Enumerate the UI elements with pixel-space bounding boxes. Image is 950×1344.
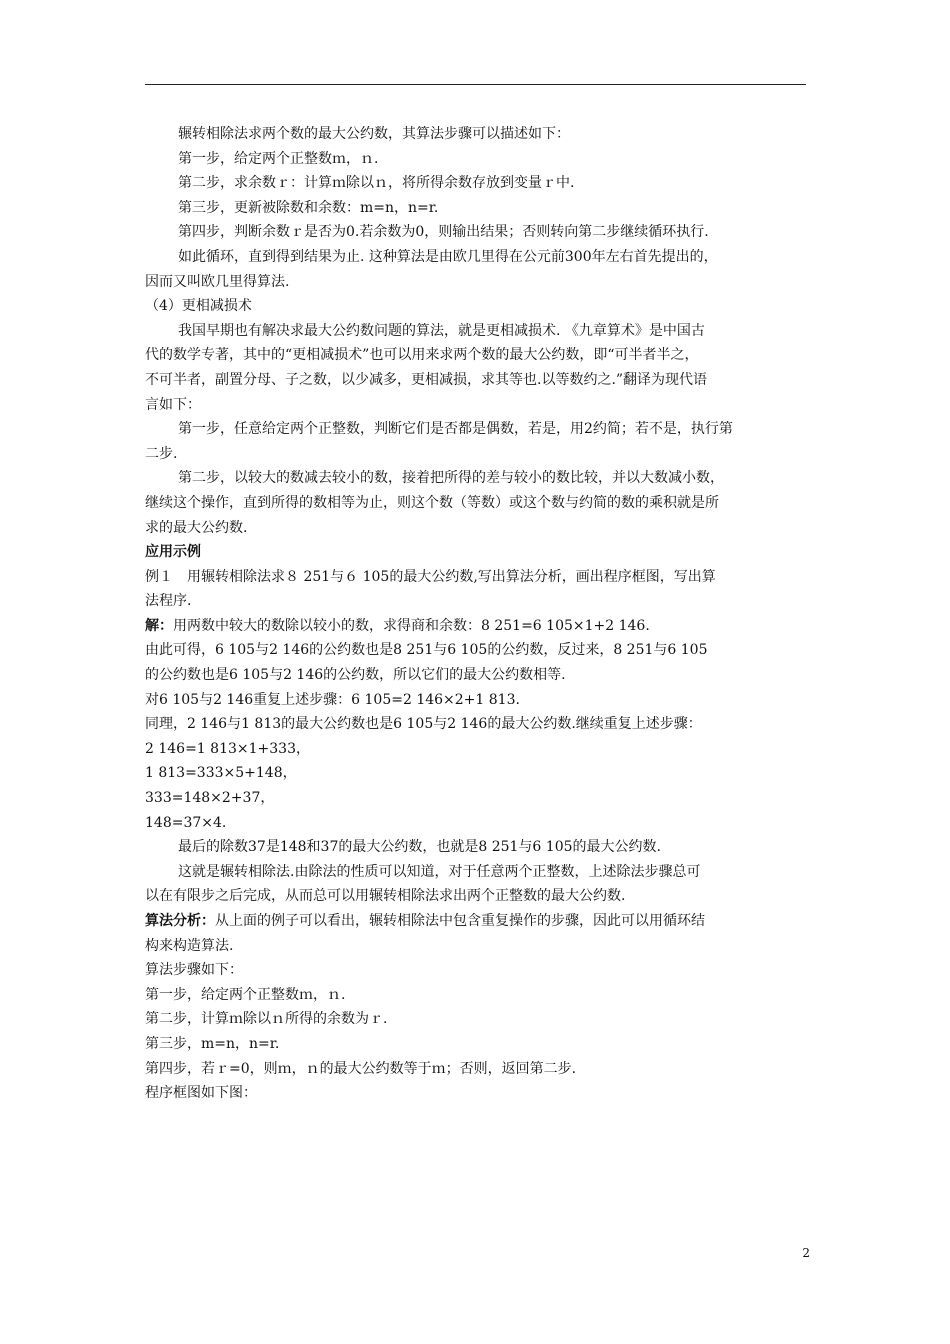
intro-step-1: 第一步，给定两个正整数ｍ，ｎ. (178, 150, 379, 167)
intro-step-3: 第三步，更新被除数和余数：m=n，n=r. (178, 199, 439, 216)
section-4-step2-line: 第二步，以较大的数减去较小的数，接着把所得的差与较小的数比较，并以大数减小数， (178, 470, 724, 487)
intro-line: 辗转相除法求两个数的最大公约数，其算法步骤可以描述如下： (178, 126, 570, 142)
equation-line: 1 813=333×5+148， (145, 765, 297, 782)
intro-step-4: 第四步，判断余数ｒ是否为0.若余数为0，则输出结果；否则转向第二步继续循环执行. (178, 224, 709, 241)
analysis-cont: 构来构造算法. (145, 937, 234, 954)
section-4-step2-line: 求的最大公约数. (145, 519, 248, 536)
example-1-line: 例１ 用辗转相除法求８ 251与６ 105的最大公约数,写出算法分析，画出程序框图，写出算 (145, 568, 716, 585)
flowchart-caption: 程序框图如下图： (145, 1085, 257, 1102)
algorithm-step-line: 算法步骤如下： (145, 962, 243, 979)
intro-loop-line: 如此循环，直到得到结果为止. 这种算法是由欧几里得在公元前300年左右首先提出的， (178, 248, 718, 265)
solution-text: 用两数中较大的数除以较小的数，求得商和余数：8 251=6 105×1+2 146. (173, 617, 650, 634)
conclusion-line: 最后的除数37是148和37的最大公约数，也就是8 251与6 105的最大公约数. (178, 839, 661, 856)
example-1-line: 法程序. (145, 593, 192, 610)
section-4-p1-line: 言如下： (145, 396, 201, 413)
section-4-title: （4）更相减损术 (145, 298, 252, 315)
conclusion-line: 这就是辗转相除法.由除法的性质可以知道，对于任意两个正整数，上述除法步骤总可 (178, 863, 701, 880)
algorithm-step-line: 第三步，m=n，n=r. (145, 1035, 280, 1052)
analysis-line (145, 909, 810, 934)
section-4-p1-line: 我国早期也有解决求最大公约数问题的算法，就是更相减损术. 《九章算术》是中国古 (178, 322, 705, 339)
solution-detail-line: 由此可得，6 105与2 146的公约数也是8 251与6 105的公约数，反过来，8 251与6 105 (145, 642, 708, 659)
conclusion-line: 以在有限步之后完成，从而总可以用辗转相除法求出两个正整数的最大公约数. (145, 888, 626, 905)
equation-line: 2 146=1 813×1+333， (145, 740, 310, 757)
solution-detail-line: 同理，2 146与1 813的最大公约数也是6 105与2 146的最大公约数.继续重复上述步骤： (145, 716, 702, 733)
examples-heading: 应用示例 (145, 544, 201, 561)
section-4-p1-line: 不可半者，副置分母、子之数，以少减多，更相减损，求其等也.以等数约之.”翻译为现代语 (145, 371, 708, 388)
algorithm-step-line: 第一步，给定两个正整数ｍ，ｎ. (145, 986, 346, 1003)
equation-line: 148=37×4. (145, 814, 227, 831)
header-rule (145, 84, 806, 85)
analysis-label: 算法分析： (145, 913, 215, 929)
algorithm-step-line: 第二步，计算ｍ除以ｎ所得的余数为ｒ. (145, 1011, 388, 1028)
solution-detail-line: 对6 105与2 146重复上述步骤：6 105=2 146×2+1 813. (145, 691, 520, 708)
solution-label: 解： (145, 617, 173, 634)
page-content (145, 122, 810, 1106)
intro-loop-cont: 因而又叫欧几里得算法. (145, 273, 290, 290)
section-4-step1-line: 第一步，任意给定两个正整数，判断它们是否都是偶数，若是，用2约简；若不是，执行第 (178, 421, 733, 438)
solution-line (145, 614, 810, 639)
section-4-step1-line: 二步. (145, 445, 178, 462)
equation-line: 333=148×2+37， (145, 790, 275, 807)
page-number: 2 (802, 1246, 810, 1260)
analysis-text: 从上面的例子可以看出，辗转相除法中包含重复操作的步骤，因此可以用循环结 (215, 913, 705, 929)
intro-step-2: 第二步，求余数ｒ：计算ｍ除以ｎ，将所得余数存放到变量ｒ中. (178, 175, 575, 192)
section-4-step2-line: 继续这个操作，直到所得的数相等为止，则这个数（等数）或这个数与约简的数的乘积就是所 (145, 494, 719, 511)
algorithm-step-line: 第四步，若ｒ=0，则ｍ，ｎ的最大公约数等于ｍ；否则，返回第二步. (145, 1060, 577, 1077)
solution-detail-line: 的公约数也是6 105与2 146的公约数，所以它们的最大公约数相等. (145, 667, 566, 684)
section-4-p1-line: 代的数学专著，其中的“更相减损术”也可以用来求两个数的最大公约数，即“可半者半之， (145, 347, 699, 364)
